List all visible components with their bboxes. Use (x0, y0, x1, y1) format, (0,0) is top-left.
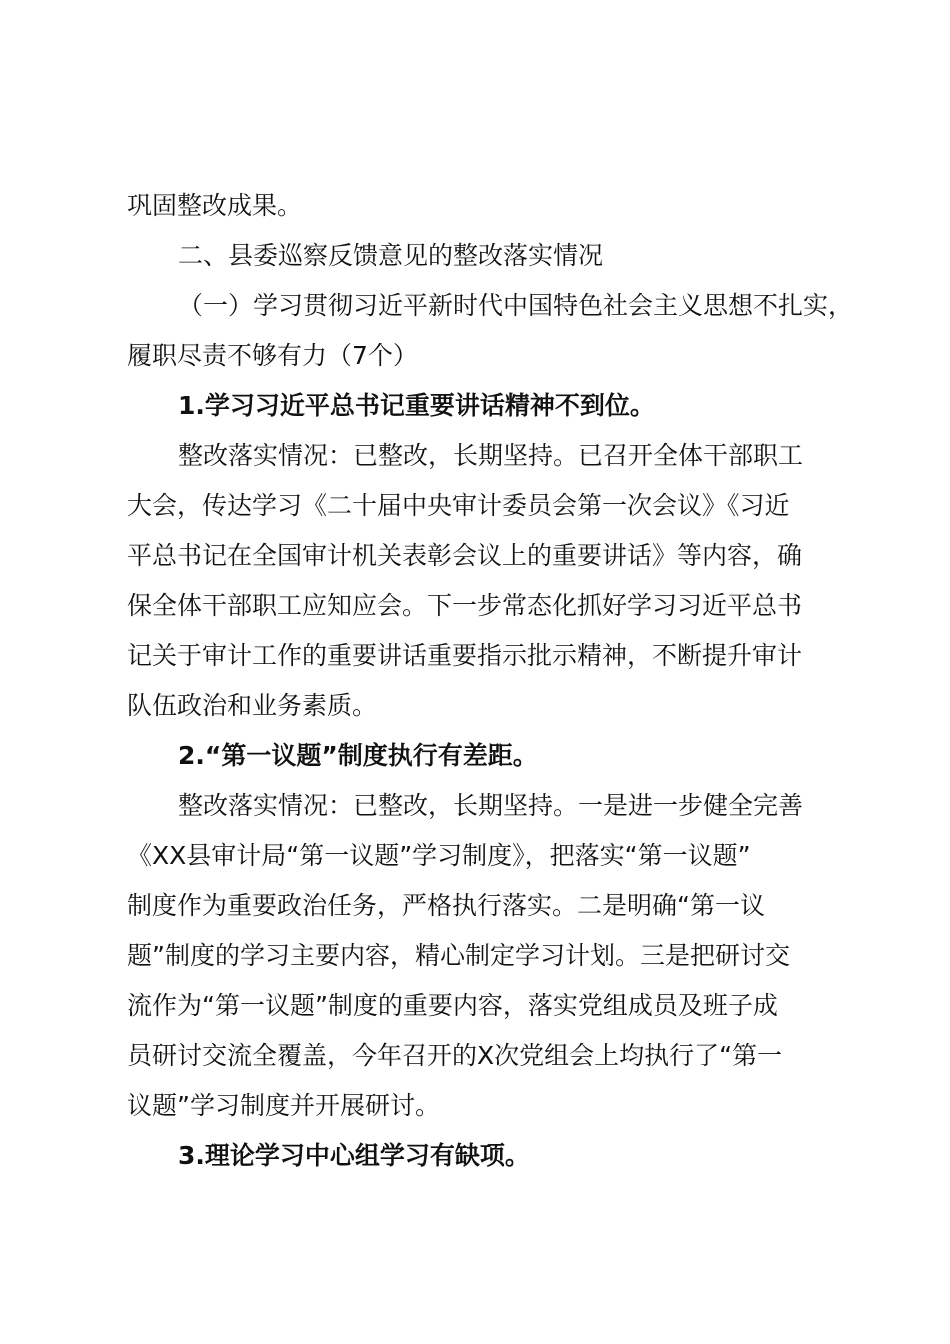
paragraph-line: 制度作为重要政治任务，严格执行落实。二是明确“第一议 (127, 891, 765, 920)
item-heading: 3.理论学习中心组学习有缺项。 (178, 1141, 530, 1170)
paragraph-line: 巩固整改成果。 (127, 191, 303, 220)
paragraph-line: 整改落实情况：已整改，长期坚持。一是进一步健全完善 (178, 791, 804, 820)
paragraph-line: 题”制度的学习主要内容，精心制定学习计划。三是把研讨交 (127, 941, 790, 970)
section-heading: 二、县委巡察反馈意见的整改落实情况 (178, 241, 604, 270)
paragraph-line: 员研讨交流全覆盖，今年召开的X次党组会上均执行了“第一 (127, 1041, 783, 1070)
paragraph-line: 队伍政治和业务素质。 (127, 691, 378, 720)
item-heading: 1.学习习近平总书记重要讲话精神不到位。 (178, 391, 655, 420)
subsection-heading: 履职尽责不够有力（7个） (127, 341, 418, 370)
paragraph-line: 《XX县审计局“第一议题”学习制度》，把落实“第一议题” (127, 841, 751, 870)
subsection-heading: （一）学习贯彻习近平新时代中国特色社会主义思想不扎实， (178, 291, 854, 320)
paragraph-line: 大会，传达学习《二十届中央审计委员会第一次会议》《习近 (127, 491, 790, 520)
paragraph-line: 整改落实情况：已整改，长期坚持。已召开全体干部职工 (178, 441, 804, 470)
paragraph-line: 流作为“第一议题”制度的重要内容，落实党组成员及班子成 (127, 991, 778, 1020)
paragraph-line: 议题”学习制度并开展研讨。 (127, 1091, 440, 1120)
paragraph-line: 平总书记在全国审计机关表彰会议上的重要讲话》等内容，确 (127, 541, 803, 570)
paragraph-line: 保全体干部职工应知应会。下一步常态化抓好学习习近平总书 (127, 591, 803, 620)
paragraph-line: 记关于审计工作的重要讲话重要指示批示精神，不断提升审计 (127, 641, 803, 670)
item-heading: 2.“第一议题”制度执行有差距。 (178, 741, 538, 770)
